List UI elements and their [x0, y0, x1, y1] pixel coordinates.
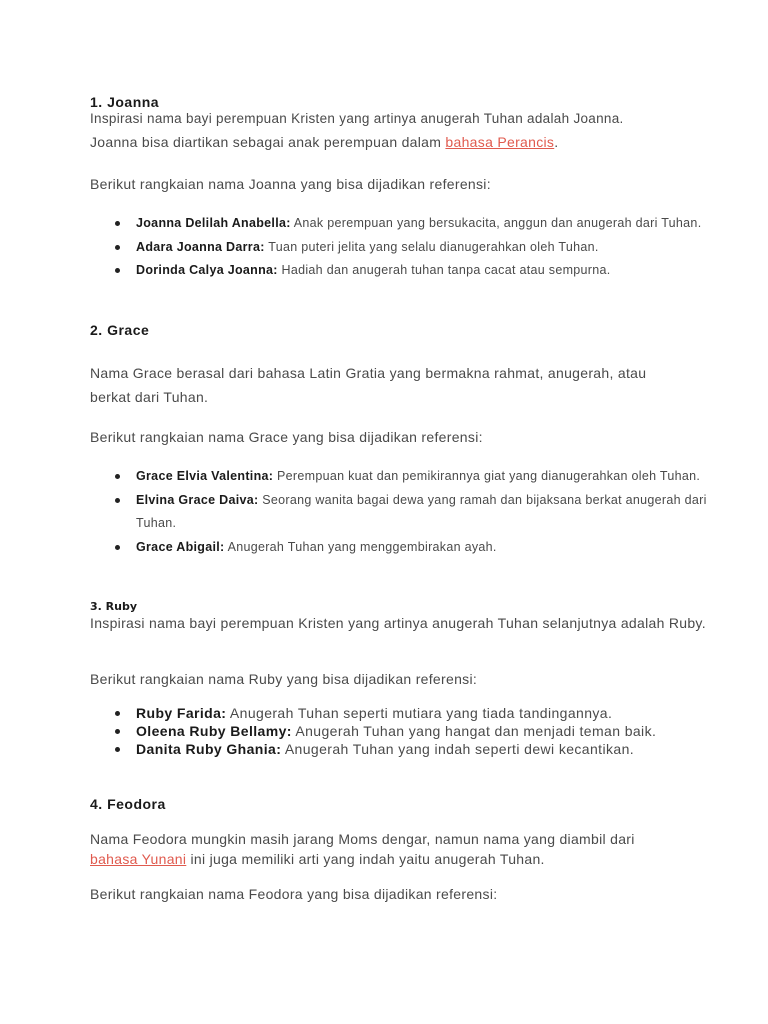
item-desc: Tuan puteri jelita yang selalu dianugerahkan oleh Tuhan.	[264, 239, 599, 254]
joanna-intro: Inspirasi nama bayi perempuan Kristen yang artinya anugerah Tuhan adalah Joanna.	[90, 111, 624, 126]
list-item	[90, 722, 708, 740]
item-desc: Seorang wanita bagai dewa yang ramah dan bijaksana berkat anugerah dari Tuhan.	[136, 492, 707, 530]
item-name: Dorinda Calya Joanna:	[136, 263, 278, 277]
joanna-meaning-end: .	[554, 134, 559, 150]
list-item	[90, 536, 708, 560]
heading-feodora: 4. Feodora	[90, 796, 166, 812]
item-desc: Anugerah Tuhan seperti mutiara yang tiada tandingannya.	[226, 705, 613, 721]
joanna-meaning-text: Joanna bisa diartikan sebagai anak perempuan dalam	[90, 134, 446, 150]
item-desc: Anak perempuan yang bersukacita, anggun dan anugerah dari Tuhan.	[290, 216, 702, 230]
item-name: Ruby Farida:	[136, 705, 227, 721]
grace-intro: Nama Grace berasal dari bahasa Latin Gratia yang bermakna rahmat, anugerah, atau berkat dari Tuhan.	[90, 365, 647, 405]
heading-ruby: 3. Ruby	[90, 600, 138, 613]
list-item	[90, 212, 708, 236]
item-desc: Anugerah Tuhan yang hangat dan menjadi teman baik.	[291, 723, 657, 739]
feodora-intro-end: ini juga memiliki arti yang indah yaitu anugerah Tuhan.	[186, 851, 545, 867]
joanna-list	[90, 212, 708, 283]
ruby-intro: Inspirasi nama bayi perempuan Kristen yang artinya anugerah Tuhan selanjutnya adalah Ruby.	[90, 615, 706, 631]
ruby-list	[90, 704, 708, 758]
item-name: Grace Abigail:	[136, 539, 225, 554]
list-item	[90, 489, 708, 536]
link-bahasa-yunani[interactable]: bahasa Yunani	[90, 851, 187, 867]
item-desc: Perempuan kuat dan pemikirannya giat yang dianugerahkan oleh Tuhan.	[273, 469, 701, 483]
feodora-ref-intro: Berikut rangkaian nama Feodora yang bisa dijadikan referensi:	[90, 886, 498, 902]
list-item	[90, 704, 708, 722]
item-name: Adara Joanna Darra:	[136, 239, 265, 254]
item-name: Danita Ruby Ghania:	[136, 741, 282, 757]
link-bahasa-perancis[interactable]: bahasa Perancis	[445, 134, 555, 150]
item-name: Grace Elvia Valentina:	[136, 469, 274, 483]
item-name: Oleena Ruby Bellamy:	[136, 723, 292, 739]
item-name: Joanna Delilah Anabella:	[136, 216, 291, 230]
grace-ref-intro: Berikut rangkaian nama Grace yang bisa dijadikan referensi:	[90, 429, 483, 445]
heading-joanna: 1. Joanna	[90, 94, 160, 110]
joanna-ref-intro: Berikut rangkaian nama Joanna yang bisa dijadikan referensi:	[90, 176, 491, 192]
feodora-intro	[90, 829, 676, 869]
feodora-intro-text: Nama Feodora mungkin masih jarang Moms dengar, namun nama yang diambil dari	[90, 831, 635, 847]
item-desc: Hadiah dan anugerah tuhan tanpa cacat atau sempurna.	[277, 263, 611, 277]
grace-list	[90, 465, 708, 559]
list-item	[90, 259, 708, 283]
joanna-meaning	[90, 131, 708, 153]
ruby-ref-intro: Berikut rangkaian nama Ruby yang bisa dijadikan referensi:	[90, 671, 478, 687]
item-name: Elvina Grace Daiva:	[136, 492, 259, 507]
item-desc: Anugerah Tuhan yang indah seperti dewi kecantikan.	[281, 741, 635, 757]
list-item	[90, 465, 708, 489]
heading-grace: 2. Grace	[90, 322, 150, 338]
item-desc: Anugerah Tuhan yang menggembirakan ayah.	[224, 539, 497, 554]
list-item	[90, 740, 708, 758]
list-item	[90, 236, 708, 260]
